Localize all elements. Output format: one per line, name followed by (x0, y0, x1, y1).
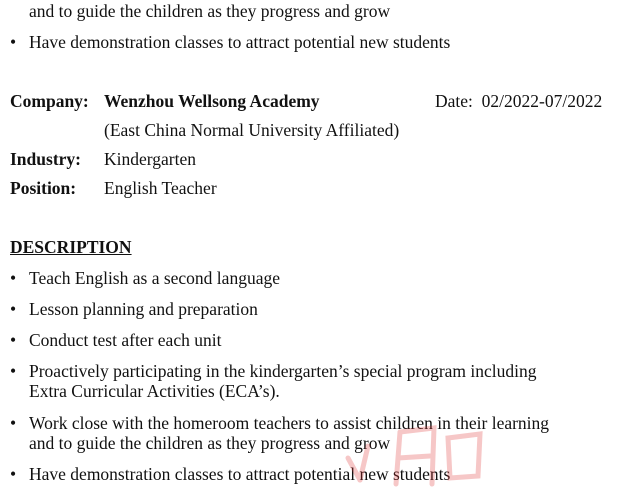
bullet-dot: • (10, 464, 17, 484)
bullet-dot: • (10, 413, 17, 433)
position-value: English Teacher (104, 178, 217, 198)
bullet-dot: • (10, 268, 17, 288)
description-bullet: Have demonstration classes to attract potential new students (29, 464, 451, 484)
company-label: Company: (10, 91, 89, 111)
description-bullet-continuation: Extra Curricular Activities (ECA’s). (29, 381, 280, 401)
industry-value: Kindergarten (104, 149, 197, 169)
industry-label: Industry: (10, 149, 81, 169)
continuation-text: and to guide the children as they progress and grow (29, 1, 391, 21)
description-bullet: Teach English as a second language (29, 268, 280, 288)
description-bullet: Work close with the homeroom teachers to assist children in their learning (29, 413, 550, 433)
description-heading: DESCRIPTION (10, 237, 132, 257)
bullet-dot: • (10, 330, 17, 350)
description-bullet: Proactively participating in the kindergarten’s special program including (29, 361, 537, 381)
bullet-text: Have demonstration classes to attract potential new students (29, 32, 451, 52)
bullet-dot: • (10, 32, 17, 52)
bullet-dot: • (10, 299, 17, 319)
date-value: 02/2022-07/2022 (481, 91, 603, 111)
description-bullet: Lesson planning and preparation (29, 299, 258, 319)
watermark-logo (330, 418, 500, 487)
company-name: Wenzhou Wellsong Academy (104, 91, 320, 111)
company-affiliation: (East China Normal University Affiliated) (104, 120, 400, 140)
description-bullet-continuation: and to guide the children as they progress and grow (29, 433, 391, 453)
description-bullet: Conduct test after each unit (29, 330, 222, 350)
bullet-dot: • (10, 361, 17, 381)
position-label: Position: (10, 178, 77, 198)
date-row (435, 91, 602, 111)
date-label: Date: (435, 91, 473, 111)
